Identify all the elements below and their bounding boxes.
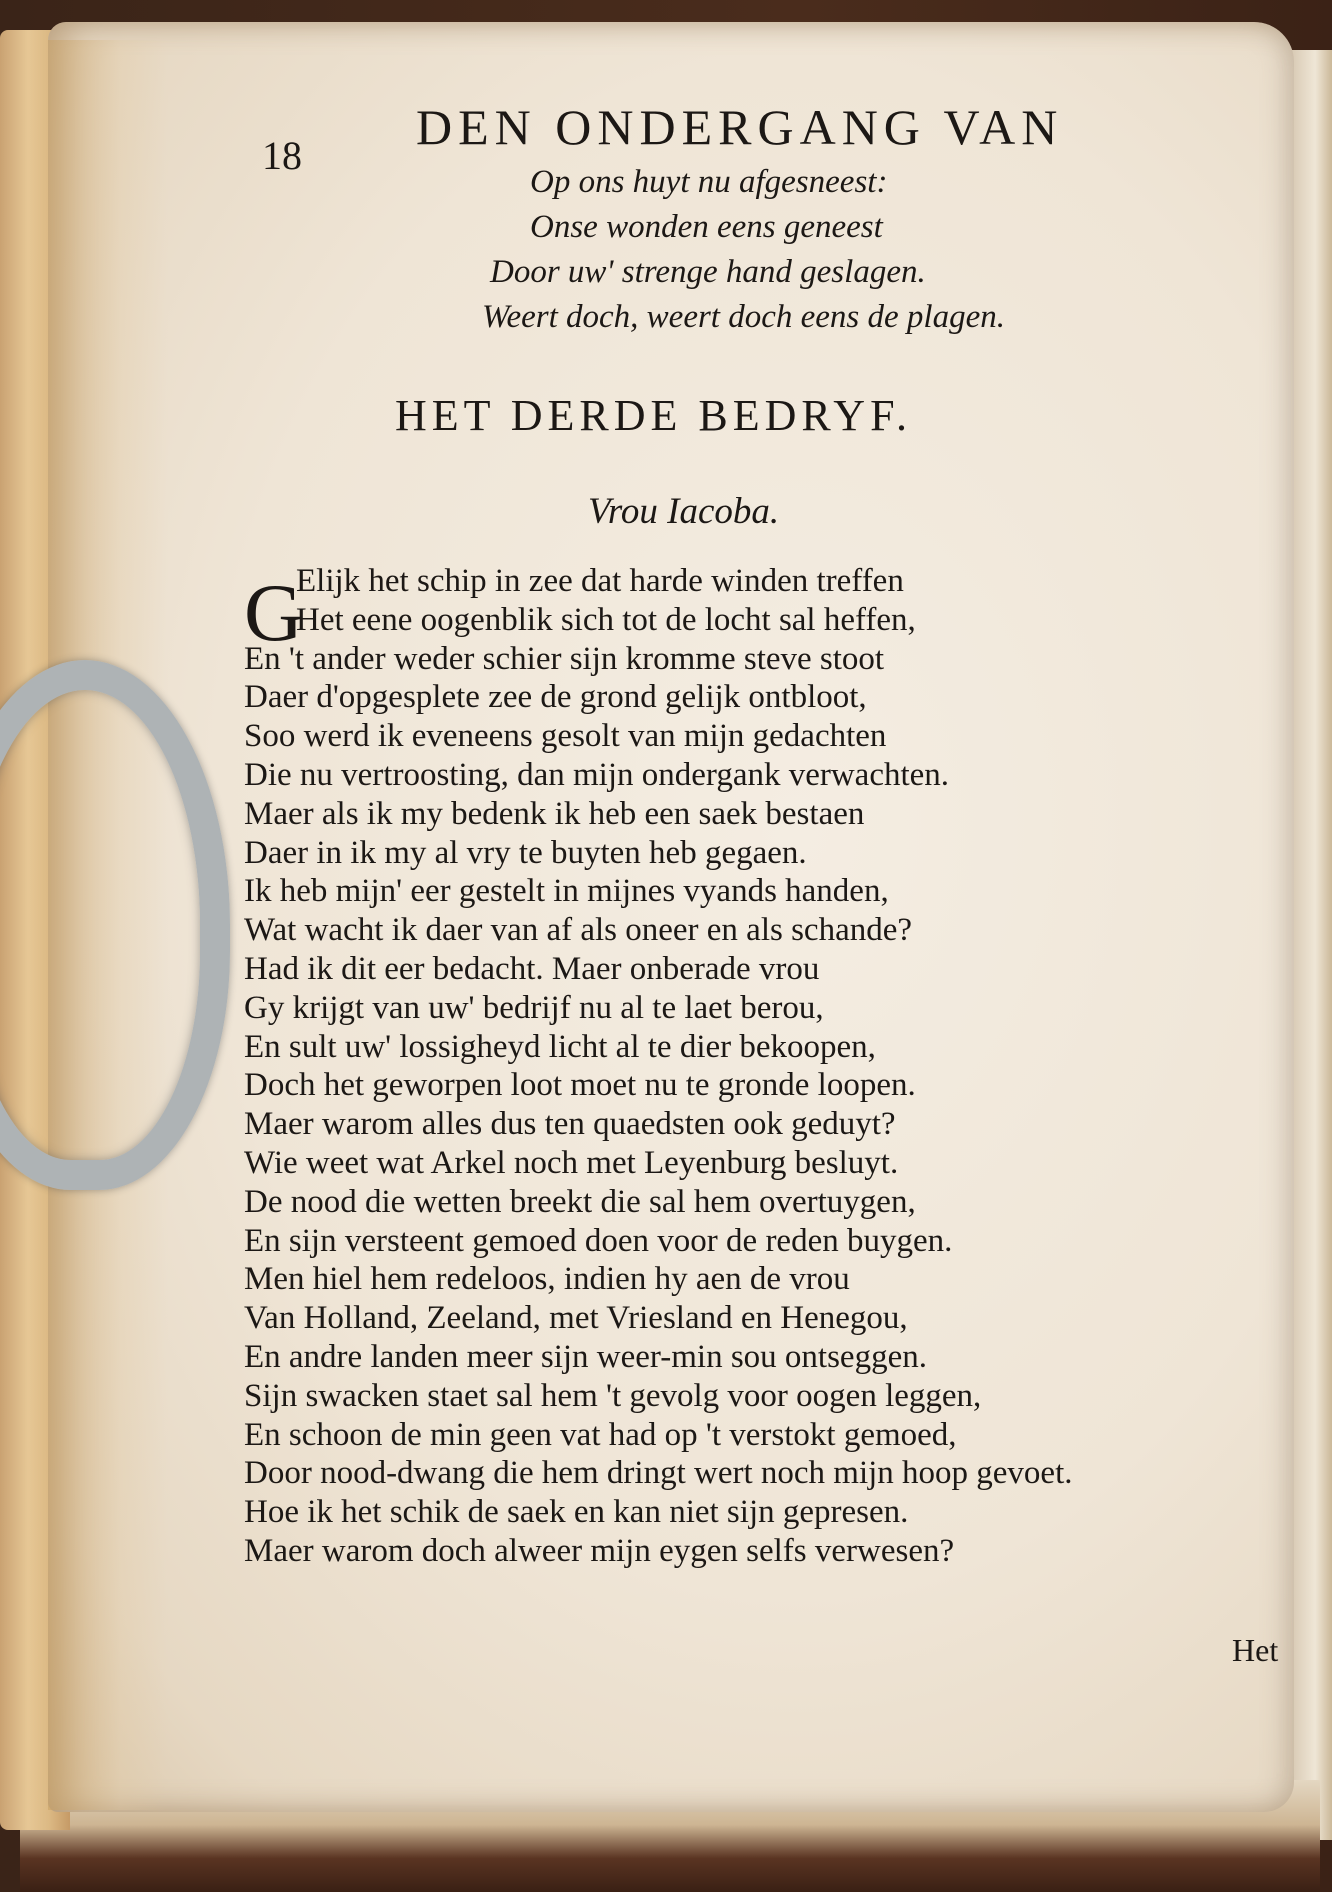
- verse-block: [244, 562, 1244, 1571]
- verse-line: Daer d'opgesplete zee de grond gelijk ontbloot,: [244, 679, 867, 716]
- page-number: 18: [262, 133, 302, 178]
- verse-line: En 't ander weder schier sijn kromme steve stoot: [244, 640, 885, 677]
- drop-cap-initial: G: [244, 567, 304, 658]
- verse-line: En sijn versteent gemoed doen voor de reden buygen.: [244, 1222, 953, 1259]
- verse-line: En schoon de min geen vat had op 't verstokt gemoed,: [244, 1416, 957, 1453]
- verse-line: Het eene oogenblik sich tot de locht sal heffen,: [296, 601, 916, 638]
- verse-line: Hoe ik het schik de saek en kan niet sijn gepresen.: [244, 1494, 909, 1531]
- verse-line: Daer in ik my al vry te buyten heb gegaen.: [244, 834, 807, 871]
- intro-verse: [430, 160, 1130, 340]
- act-title: HET DERDE BEDRYF.: [395, 391, 913, 440]
- verse-line: Van Holland, Zeeland, met Vriesland en Henegou,: [244, 1300, 908, 1337]
- verse-line: Die nu vertroosting, dan mijn ondergank verwachten.: [244, 756, 950, 793]
- intro-verse-line: Op ons huyt nu afgesneest:: [530, 164, 888, 200]
- verse-line: De nood die wetten breekt die sal hem overtuygen,: [244, 1183, 916, 1220]
- verse-line: Maer warom alles dus ten quaedsten ook geduyt?: [244, 1106, 896, 1143]
- verse-line: Door nood-dwang die hem dringt wert noch mijn hoop gevoet.: [244, 1455, 1073, 1492]
- verse-line: Wie weet wat Arkel noch met Leyenburg besluyt.: [244, 1144, 899, 1181]
- verse-line: Ik heb mijn' eer gestelt in mijnes vyands handen,: [244, 873, 889, 910]
- verse-line: Men hiel hem redeloos, indien hy aen de vrou: [244, 1261, 850, 1298]
- verse-line: Sijn swacken staet sal hem 't gevolg voor oogen leggen,: [244, 1377, 982, 1414]
- intro-verse-line: Weert doch, weert doch eens de plagen.: [482, 299, 1005, 335]
- intro-verse-line: Onse wonden eens geneest: [530, 209, 883, 245]
- running-head: DEN ONDERGANG VAN: [416, 99, 1064, 155]
- verse-line: Maer als ik my bedenk ik heb een saek bestaen: [244, 795, 865, 832]
- verse-line: Soo werd ik eveneens gesolt van mijn gedachten: [244, 718, 887, 755]
- verse-line: Wat wacht ik daer van af als oneer en als schande?: [244, 912, 913, 949]
- intro-verse-line: Door uw' strenge hand geslagen.: [490, 254, 926, 290]
- verse-line: Elijk het schip in zee dat harde winden treffen: [296, 563, 904, 599]
- verse-line: En andre landen meer sijn weer-min sou ontseggen.: [244, 1338, 927, 1375]
- verse-line: Gy krijgt van uw' bedrijf nu al te laet berou,: [244, 989, 824, 1026]
- verse-line: En sult uw' lossigheyd licht al te dier bekoopen,: [244, 1028, 876, 1065]
- verse-line: Maer warom doch alweer mijn eygen selfs verwesen?: [244, 1532, 955, 1569]
- catchword: Het: [1232, 1632, 1279, 1668]
- verse-line: Doch het geworpen loot moet nu te gronde loopen.: [244, 1067, 916, 1104]
- verse-line: Had ik dit eer bedacht. Maer onberade vrou: [244, 950, 820, 987]
- right-page-edge: [1290, 50, 1332, 1840]
- speaker-name: Vrou Iacoba.: [588, 491, 780, 532]
